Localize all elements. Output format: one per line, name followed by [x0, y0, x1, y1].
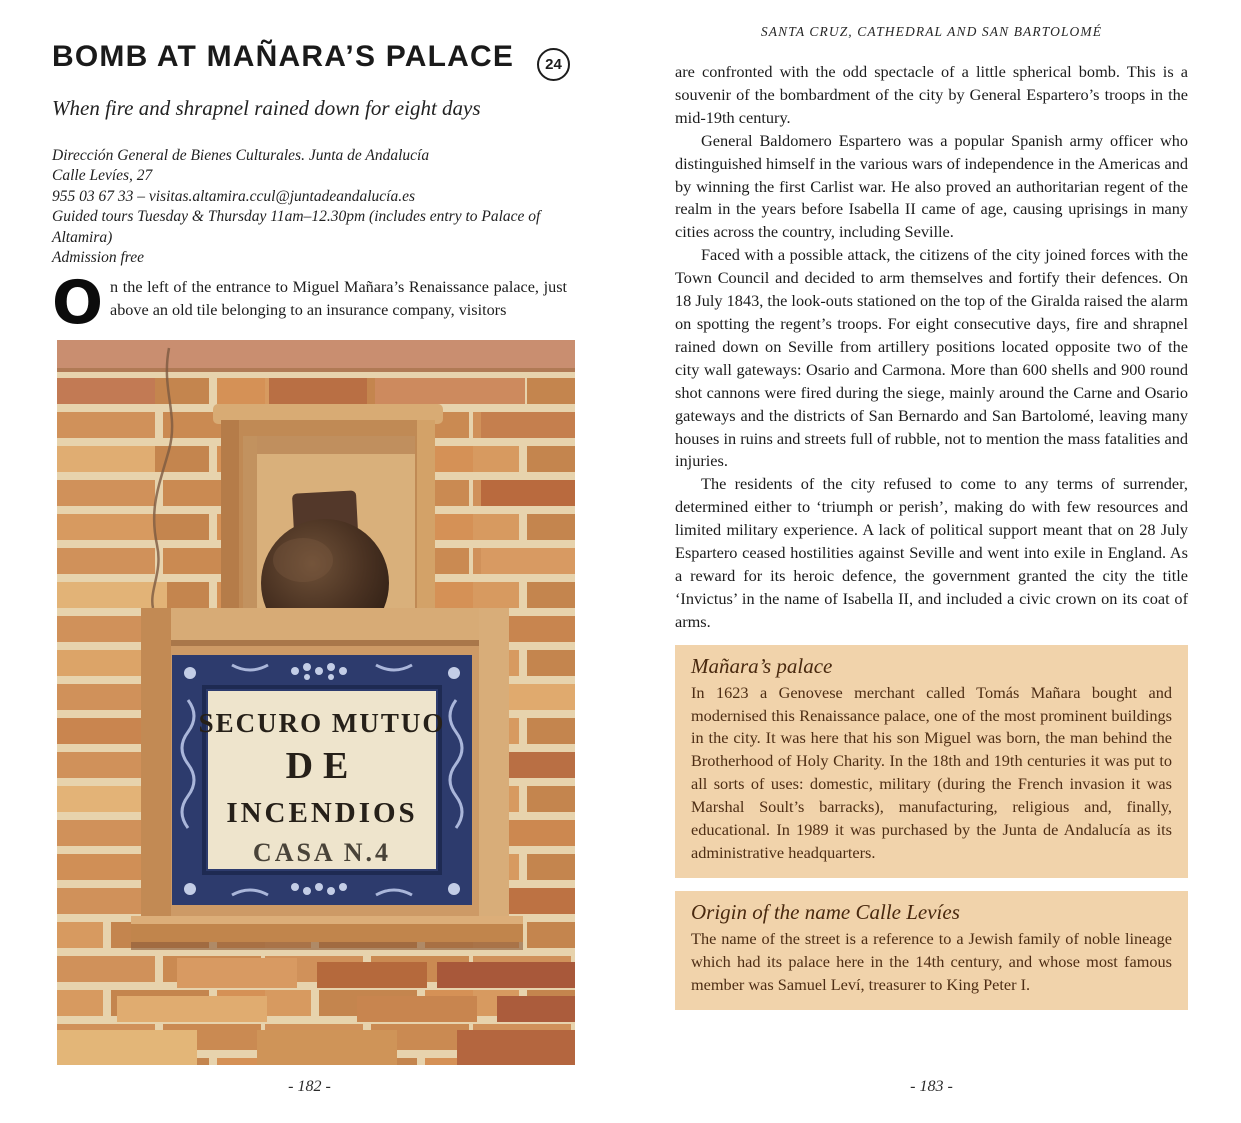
- page-number-right: - 183 -: [910, 1078, 953, 1095]
- info-line-phone-email: 955 03 67 33 – visitas.altamira.ccul@juntadeandalucía.es: [52, 187, 415, 205]
- plaque-line-1: SECURO MUTUO: [198, 708, 446, 738]
- entry-number-badge: 24: [537, 48, 570, 81]
- drop-cap: O: [52, 268, 104, 338]
- visitor-info-block: [52, 146, 567, 268]
- body-paragraph: Faced with a possible attack, the citizens of the city joined forces with the Town Council and decided to arm themselves and fortify their defences. On 18 July 1843, the look-outs stationed on the top of the Giralda raised the alarm on spotting the regent’s troops. For eight consecutive days, fire and shrapnel rained down on Seville from artillery positions located opposite two of the city wall gateways: Osario and Carmona. More than 600 shells and 900 round shot cannons were fired during the siege, mainly around the Carne and Osario gateways and the districts of San Bernardo and San Bartolomé, leaving many houses in ruins and streets full of rubble, not to mention the mass fatalities and injuries.: [675, 245, 1188, 471]
- insurance-tile-plaque: [172, 655, 472, 905]
- body-paragraph: are confronted with the odd spectacle of a little spherical bomb. This is a souvenir of the bombardment of the city by General Espartero’s troops in the mid-19th century.: [675, 62, 1188, 127]
- sidebar-box-title: Origin of the name Calle Levíes: [691, 899, 960, 924]
- plaque-line-3: INCENDIOS: [226, 797, 418, 829]
- info-line-admission: Admission free: [52, 249, 144, 267]
- bomb-plaque-photograph: [57, 340, 575, 1065]
- sidebar-box-text: The name of the street is a reference to a Jewish family of noble lineage which had its palace here in the 14th century, and whose most famous member was Samuel Leví, treasurer to King Peter I.: [691, 928, 1172, 994]
- plaque-line-4: CASA N.4: [252, 838, 392, 867]
- chapter-subtitle: When fire and shrapnel rained down for eight days: [52, 96, 481, 120]
- sidebar-box-text: In 1623 a Genovese merchant called Tomás Mañara bought and modernised this Renaissance palace, one of the most prominent buildings in the city. It was here that his son Miguel was born, the man behind the Brotherhood of Holy Charity. In the 18th and 19th centuries it was put to all sorts of uses: domestic, military (during the French invasion it was Marshal Soult’s barracks), manufacturing, religious and, finally, educational. In 1989 it was purchased by the Junta de Andalucía as its administrative headquarters.: [691, 682, 1172, 862]
- info-line-address: Calle Levíes, 27: [52, 167, 153, 185]
- running-header: SANTA CRUZ, CATHEDRAL AND SAN BARTOLOMÉ: [760, 24, 1103, 39]
- info-line-tours: Guided tours Tuesday & Thursday 11am–12.30pm (includes entry to Palace of Altamira): [52, 208, 541, 246]
- lead-paragraph: [52, 268, 567, 338]
- plaque-line-2: DE: [285, 745, 359, 787]
- chapter-title: BOMB AT MAÑARA’S PALACE: [52, 40, 515, 73]
- info-line-organisation: Dirección General de Bienes Culturales. Junta de Andalucía: [52, 147, 430, 164]
- body-paragraph: General Baldomero Espartero was a popular Spanish army officer who distinguished himself in the various wars of independence in the Americas and by winning the first Carlist war. He also proved an authoritarian regent of the realm in the years before Isabella II came of age, causing uprisings in many cities across the country, including Seville.: [675, 130, 1188, 242]
- article-body: [675, 61, 1188, 1010]
- sidebar-box-calle-levies: [675, 891, 1188, 1010]
- right-page: [675, 24, 1188, 1010]
- page-number-left: - 182 -: [288, 1078, 331, 1095]
- sidebar-box-title: Mañara’s palace: [691, 653, 833, 678]
- lead-paragraph-text: n the left of the entrance to Miguel Mañara’s Renaissance palace, just above an old tile belonging to an insurance company, visitors: [110, 278, 567, 319]
- body-paragraph: The residents of the city refused to come to any terms of surrender, determined either to ‘triumph or perish’, making do with few resources and limited military experience. A lack of political support meant that on 28 July Espartero ceased hostilities against Seville and went into exile in England. As a reward for its heroic defence, the government granted the city the title ‘Invictus’ in the name of Isabella II, and included a civic crown on its coat of arms.: [675, 474, 1188, 631]
- sidebar-box-manaras-palace: [675, 645, 1188, 878]
